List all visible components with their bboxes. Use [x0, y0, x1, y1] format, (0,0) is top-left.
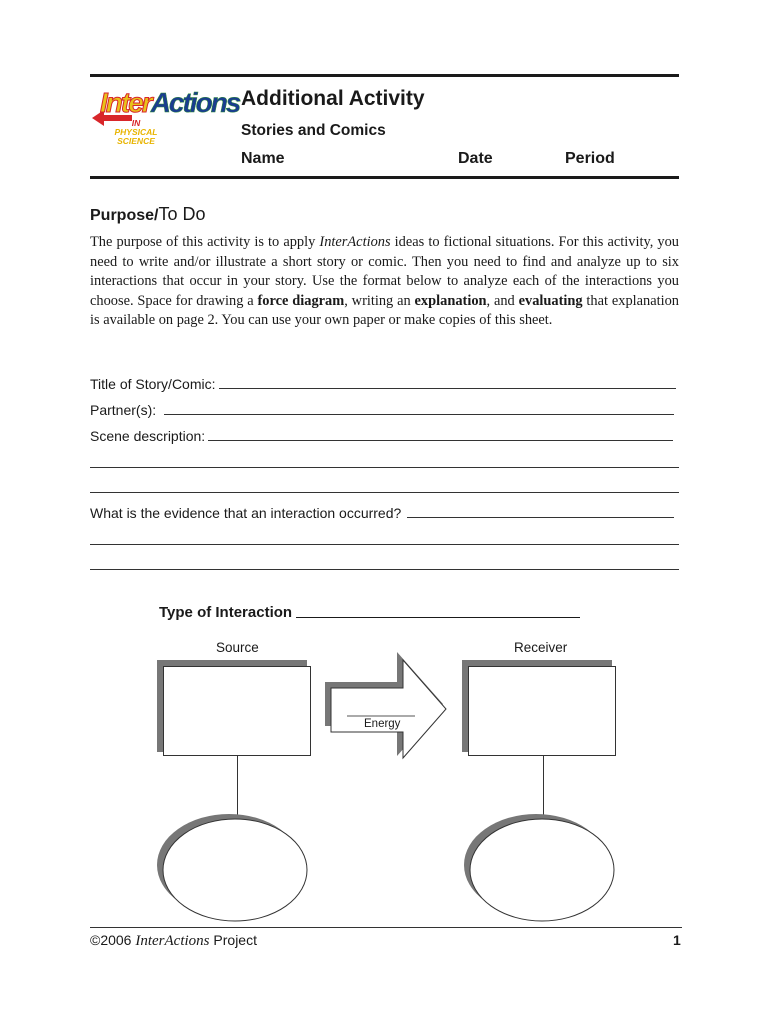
page-title: Additional Activity — [241, 87, 425, 110]
purpose-bold-force-diagram: force diagram — [257, 292, 345, 309]
source-box[interactable] — [163, 666, 311, 756]
evidence-row — [90, 503, 674, 521]
partners-label: Partner(s): — [90, 402, 157, 418]
scene-description-line-3[interactable] — [90, 492, 679, 493]
logo-subtitle — [106, 119, 166, 146]
purpose-bold-explanation: explanation — [414, 292, 487, 309]
page-subtitle: Stories and Comics — [241, 122, 386, 139]
scene-description-label: Scene description: — [90, 428, 206, 444]
source-connector-line — [237, 755, 238, 815]
purpose-text-2: ideas to fictional situations. For this activity, you need to write and/or illustrate a short story or comic. Then you need to find and analyze up to six interactions that occur in your story. Use the format below to analyze each of the interactions you choose. Space for drawing a — [90, 234, 680, 309]
partners-field[interactable] — [164, 414, 674, 415]
evidence-line-2[interactable] — [90, 544, 679, 545]
evidence-line-3[interactable] — [90, 569, 679, 570]
logo-word-actions: Actions — [150, 87, 240, 118]
purpose-bold-evaluating: evaluating — [518, 292, 583, 309]
copyright-text-italic: InterActions — [135, 933, 210, 949]
purpose-heading — [90, 204, 206, 225]
scene-description-field[interactable] — [208, 440, 673, 441]
partners-row — [90, 400, 674, 418]
header-bottom-rule — [90, 176, 679, 179]
purpose-text-italic: InterActions — [319, 234, 391, 250]
energy-arrow-icon — [325, 652, 447, 764]
title-of-story-field[interactable] — [219, 388, 676, 389]
interactions-logo — [92, 87, 240, 158]
copyright-text-2: Project — [209, 932, 257, 948]
receiver-box[interactable] — [468, 666, 616, 756]
energy-label: Energy — [364, 718, 401, 730]
type-of-interaction-field[interactable] — [296, 617, 580, 618]
page-number: 1 — [673, 932, 681, 948]
scene-description-line-2[interactable] — [90, 467, 679, 468]
purpose-text-1: The purpose of this activity is to apply — [90, 234, 320, 250]
header-top-rule — [90, 74, 679, 77]
purpose-paragraph — [90, 233, 679, 331]
receiver-label: Receiver — [514, 640, 568, 655]
evidence-field[interactable] — [407, 517, 674, 518]
purpose-heading-b: To Do — [158, 204, 206, 224]
logo-word-inter: Inter — [100, 87, 151, 118]
receiver-ellipse[interactable] — [462, 812, 618, 924]
title-of-story-row — [90, 374, 676, 392]
logo-sub-science: SCIENCE — [117, 136, 155, 146]
type-of-interaction-row — [159, 601, 580, 621]
copyright-text-1: ©2006 — [90, 932, 136, 948]
date-label: Date — [458, 150, 493, 167]
period-label: Period — [565, 150, 615, 167]
logo-sub-physical: PHYSICAL — [114, 127, 158, 137]
title-of-story-label: Title of Story/Comic: — [90, 376, 216, 392]
scene-description-row — [90, 426, 673, 444]
evidence-label: What is the evidence that an interaction occurred? — [90, 505, 402, 521]
purpose-heading-a: Purpose/ — [90, 207, 159, 224]
source-label: Source — [216, 640, 259, 655]
receiver-connector-line — [543, 755, 544, 815]
footer-copyright — [90, 932, 257, 950]
purpose-text-4: , and — [486, 292, 519, 309]
name-label: Name — [241, 150, 285, 167]
purpose-text-5: that explanation is available on page 2. You can use your own paper or make copies of this sheet. — [90, 292, 679, 328]
source-ellipse[interactable] — [155, 812, 311, 924]
logo-sub-in: IN — [131, 118, 141, 128]
type-of-interaction-label: Type of Interaction — [159, 604, 293, 621]
footer-rule — [90, 927, 682, 928]
purpose-text-3: , writing an — [344, 292, 415, 309]
